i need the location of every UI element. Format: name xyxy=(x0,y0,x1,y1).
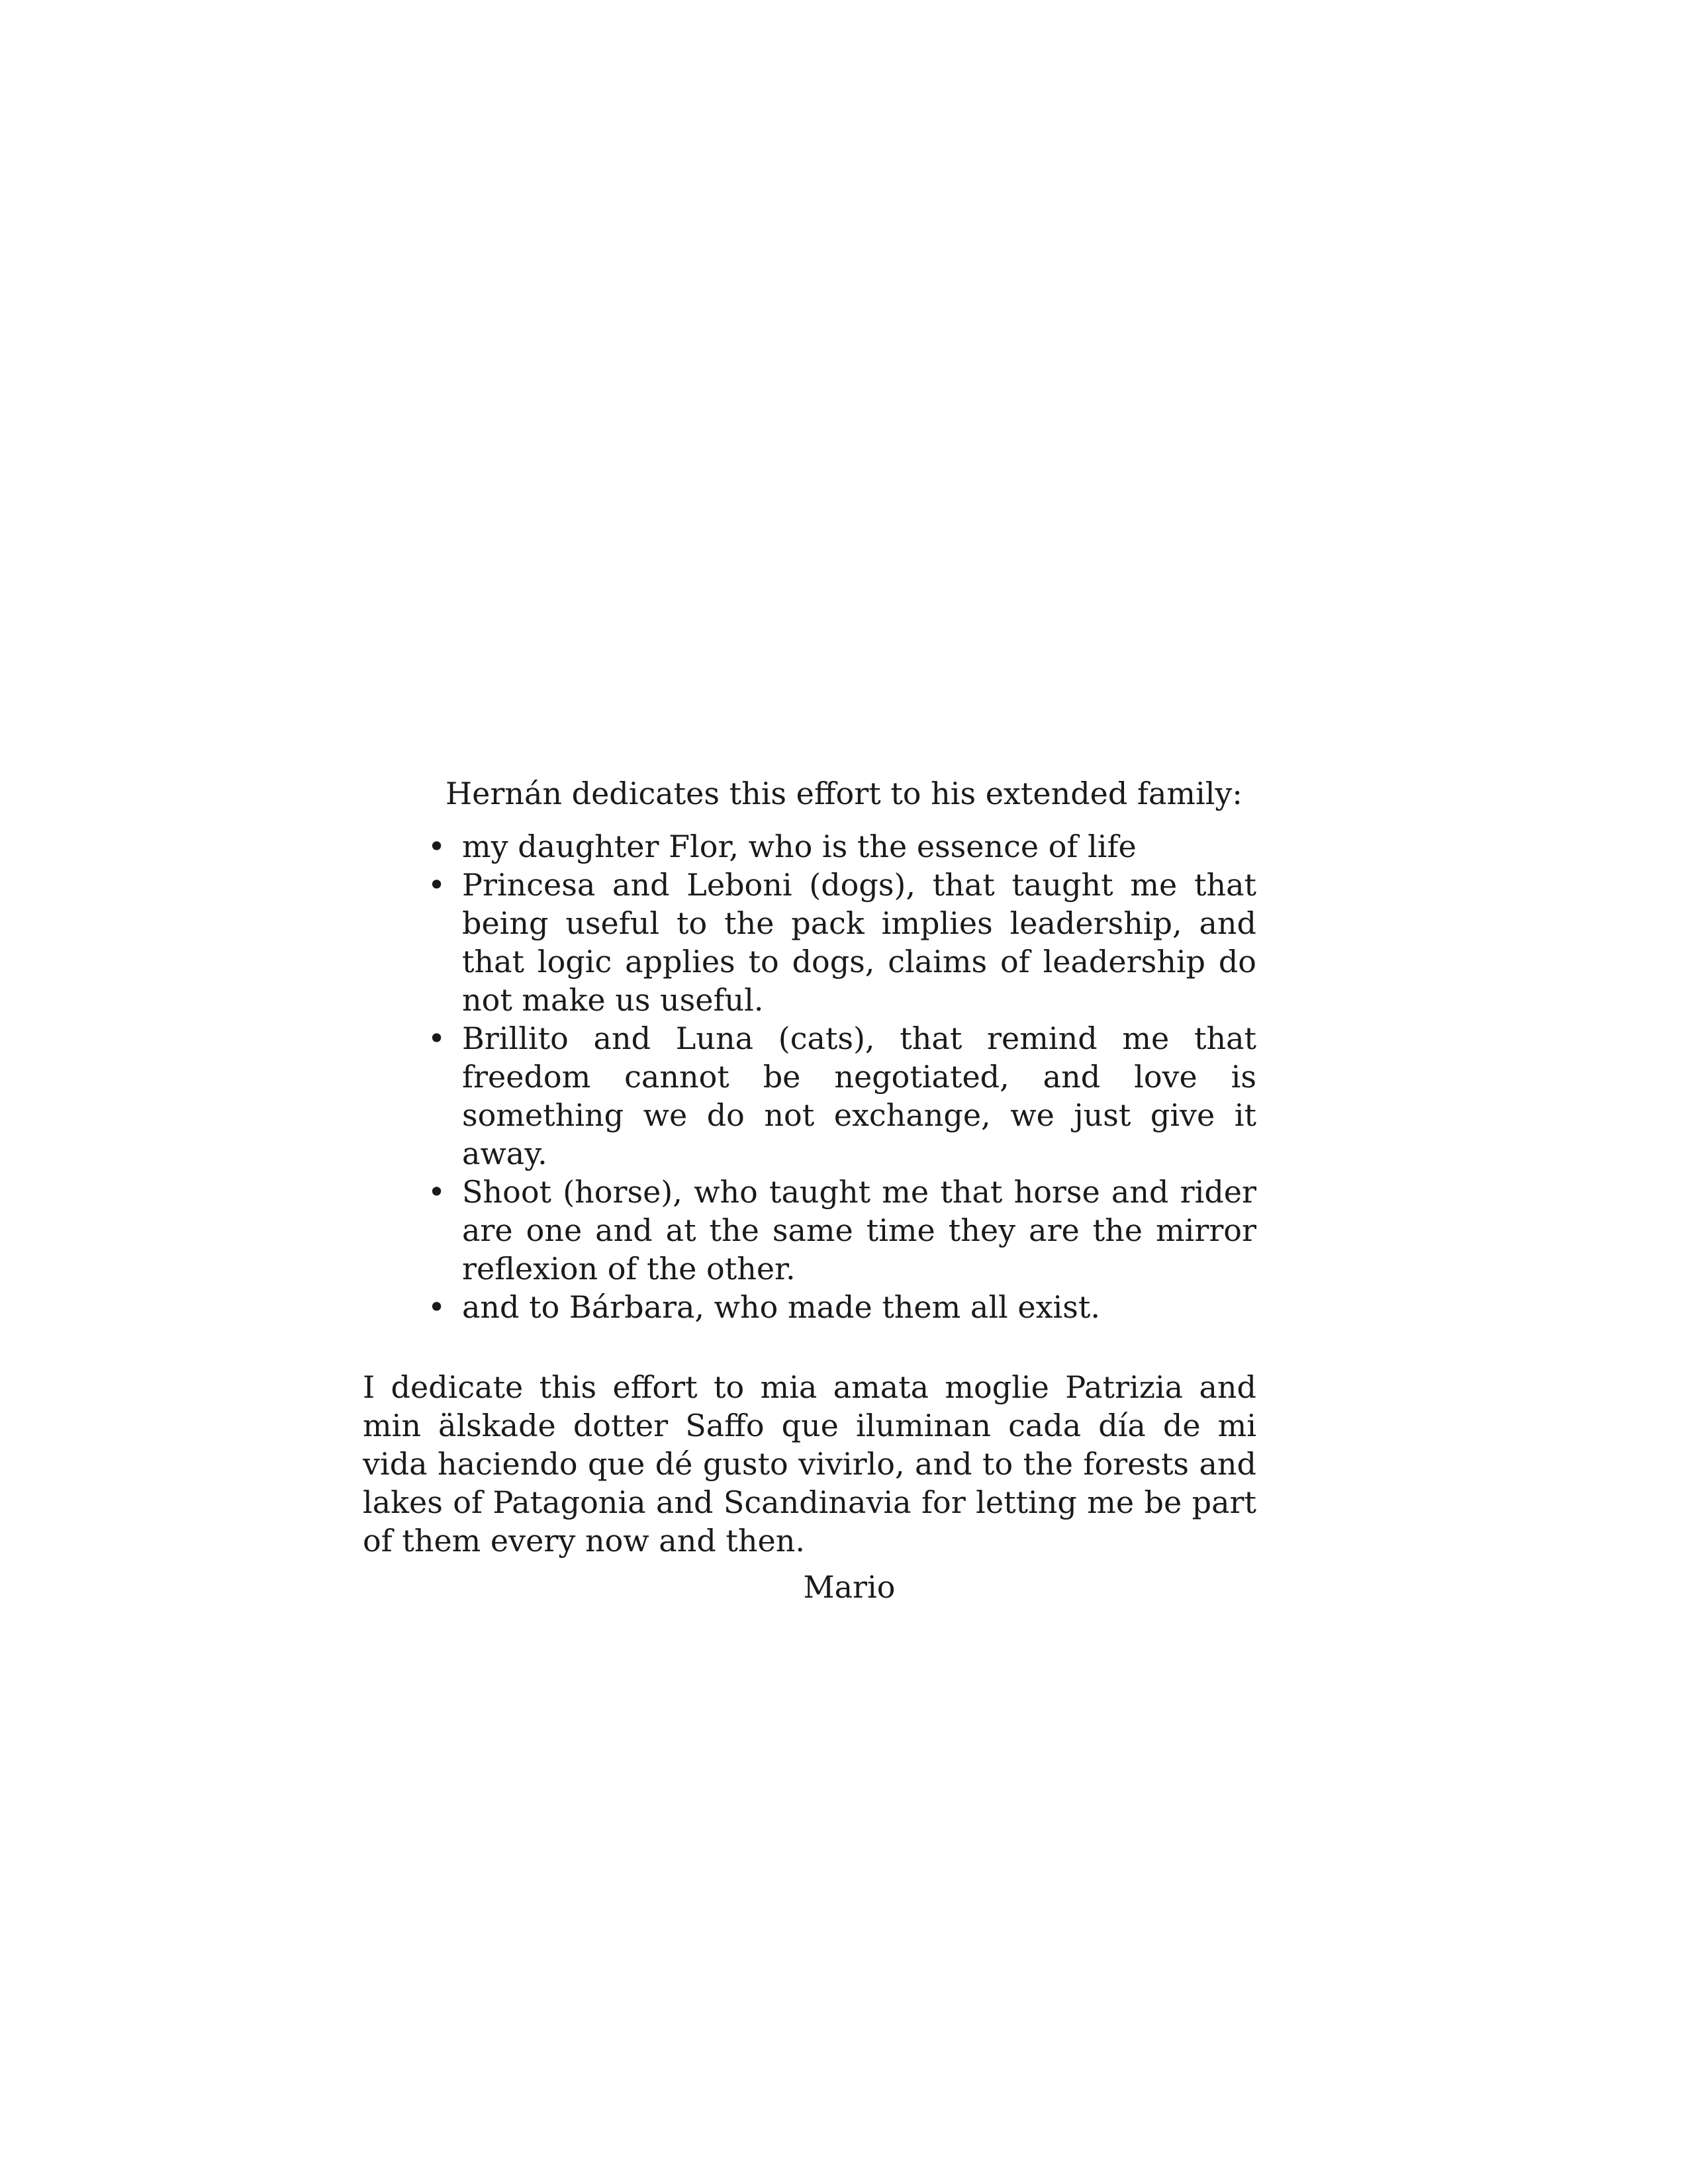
bullet-icon: • xyxy=(428,829,446,864)
list-item-text: Brillito and Luna (cats), that remind me that freedom cannot be negotiated, and love is something we do not exchange, we just give it away. xyxy=(462,1021,1256,1171)
list-item-text: Shoot (horse), who taught me that horse and rider are one and at the same time they are the mirror reflexion of the other. xyxy=(462,1174,1256,1287)
list-item xyxy=(363,1173,1256,1288)
bullet-icon: • xyxy=(428,1174,446,1210)
list-item xyxy=(363,1019,1256,1173)
signature: Mario xyxy=(803,1569,896,1605)
mario-dedication-text: I dedicate this effort to mia amata moglie Patrizia and min älskade dotter Saffo que iluminan cada día de mi vida haciendo que dé gusto vivirlo, and to the forests and lakes of Patagonia and Scandinavia for letting me be part of them every now and then. xyxy=(363,1369,1256,1559)
list-item xyxy=(363,1288,1256,1326)
list-item-text: and to Bárbara, who made them all exist. xyxy=(462,1289,1100,1325)
bullet-icon: • xyxy=(428,867,446,903)
hernan-intro: Hernán dedicates this effort to his extended family: xyxy=(445,776,1243,811)
list-item-text: Princesa and Leboni (dogs), that taught me that being useful to the pack implies leadership, and that logic applies to dogs, claims of leadership do not make us useful. xyxy=(462,867,1256,1018)
bullet-icon: • xyxy=(428,1021,446,1056)
family-list xyxy=(363,827,1256,1326)
list-item-text: my daughter Flor, who is the essence of life xyxy=(462,829,1137,864)
mario-dedication xyxy=(363,1368,1256,1606)
bullet-icon: • xyxy=(428,1289,446,1325)
list-item xyxy=(363,827,1256,866)
list-item xyxy=(363,866,1256,1019)
hernan-dedication xyxy=(363,774,1256,1326)
